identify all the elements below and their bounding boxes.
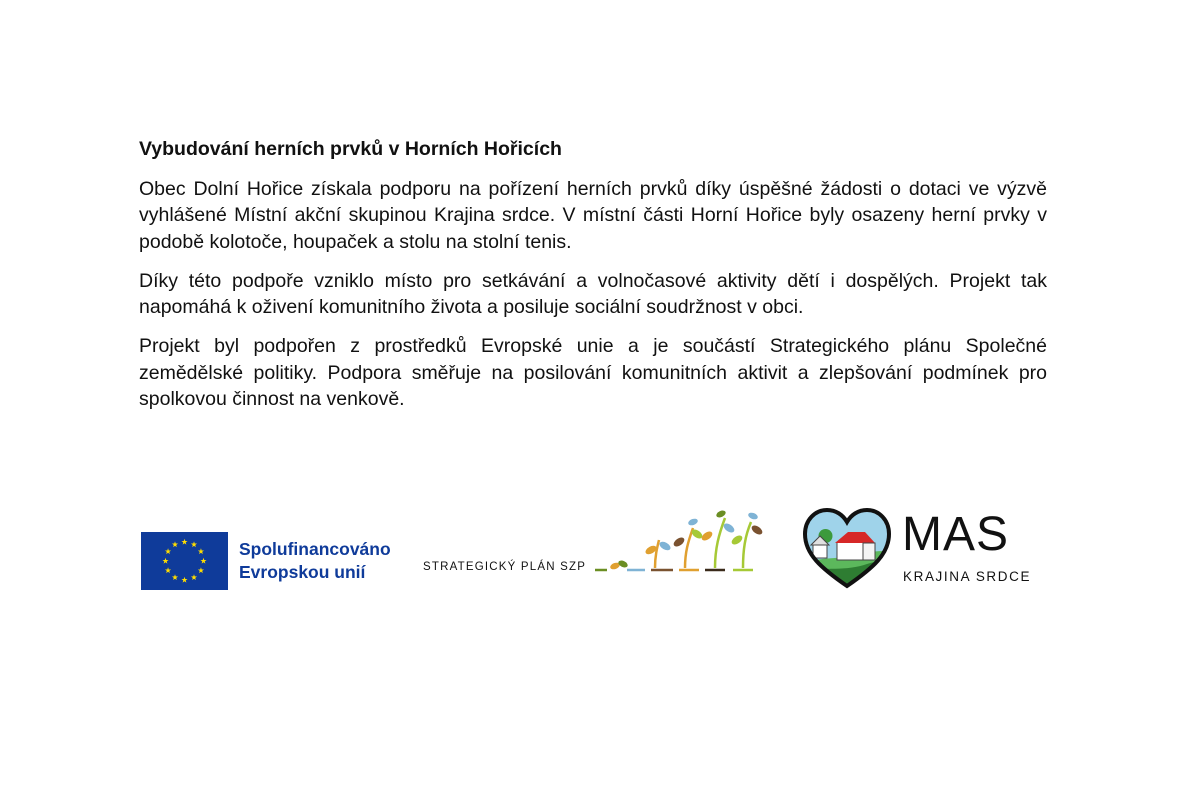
mas-logo-word: MAS [902, 508, 1010, 561]
eu-star [165, 567, 171, 573]
eu-star [181, 577, 187, 583]
eu-star [191, 541, 197, 547]
eu-star [165, 548, 171, 554]
eu-flag-icon [141, 532, 228, 590]
article-paragraph: Obec Dolní Hořice získala podporu na pořízení herních prvků díky úspěšné žádosti o dotaci ve výzvě vyhlášené Místní akční skupinou Krajina srdce. V místní části Horní Hořice byly osazeny herní prvky v podobě kolotoče, houpaček a stolu na stolní tenis. [139, 178, 1047, 253]
funding-logos [141, 504, 1041, 596]
szp-logo [423, 504, 768, 596]
eu-logo-text [239, 538, 391, 584]
eu-cofinanced-logo [141, 531, 391, 591]
eu-star [200, 558, 206, 564]
eu-star [181, 539, 187, 545]
eu-star [172, 574, 178, 580]
mas-krajina-srdce-logo [801, 506, 1041, 592]
szp-logo-text: STRATEGICKÝ PLÁN SZP [423, 561, 587, 573]
eu-logo-line1: Spolufinancováno [239, 539, 391, 559]
eu-star [172, 541, 178, 547]
eu-star [198, 548, 204, 554]
mas-logo-subtitle: KRAJINA SRDCE [903, 569, 1032, 584]
heart-landscape-icon [801, 506, 893, 590]
sprouting-plants-icon [593, 504, 768, 584]
eu-star [198, 567, 204, 573]
eu-star [162, 558, 168, 564]
eu-logo-line2: Evropskou unií [239, 562, 366, 582]
eu-star [191, 574, 197, 580]
article [139, 136, 1047, 425]
article-paragraph: Projekt byl podpořen z prostředků Evropské unie a je součástí Strategického plánu Společné zemědělské politiky. Podpora směřuje na posilování komunitních aktivit a zlepšování podmínek pro spolkovou činnost na venkově. [139, 335, 1047, 411]
article-paragraph: Díky této podpoře vzniklo místo pro setkávání a volnočasové aktivity dětí i dospělých. Projekt tak napomáhá k oživení komunitního života a posiluje sociální soudržnost v obci. [139, 269, 1047, 319]
article-title: Vybudování herních prvků v Horních Hořicích [139, 138, 562, 160]
